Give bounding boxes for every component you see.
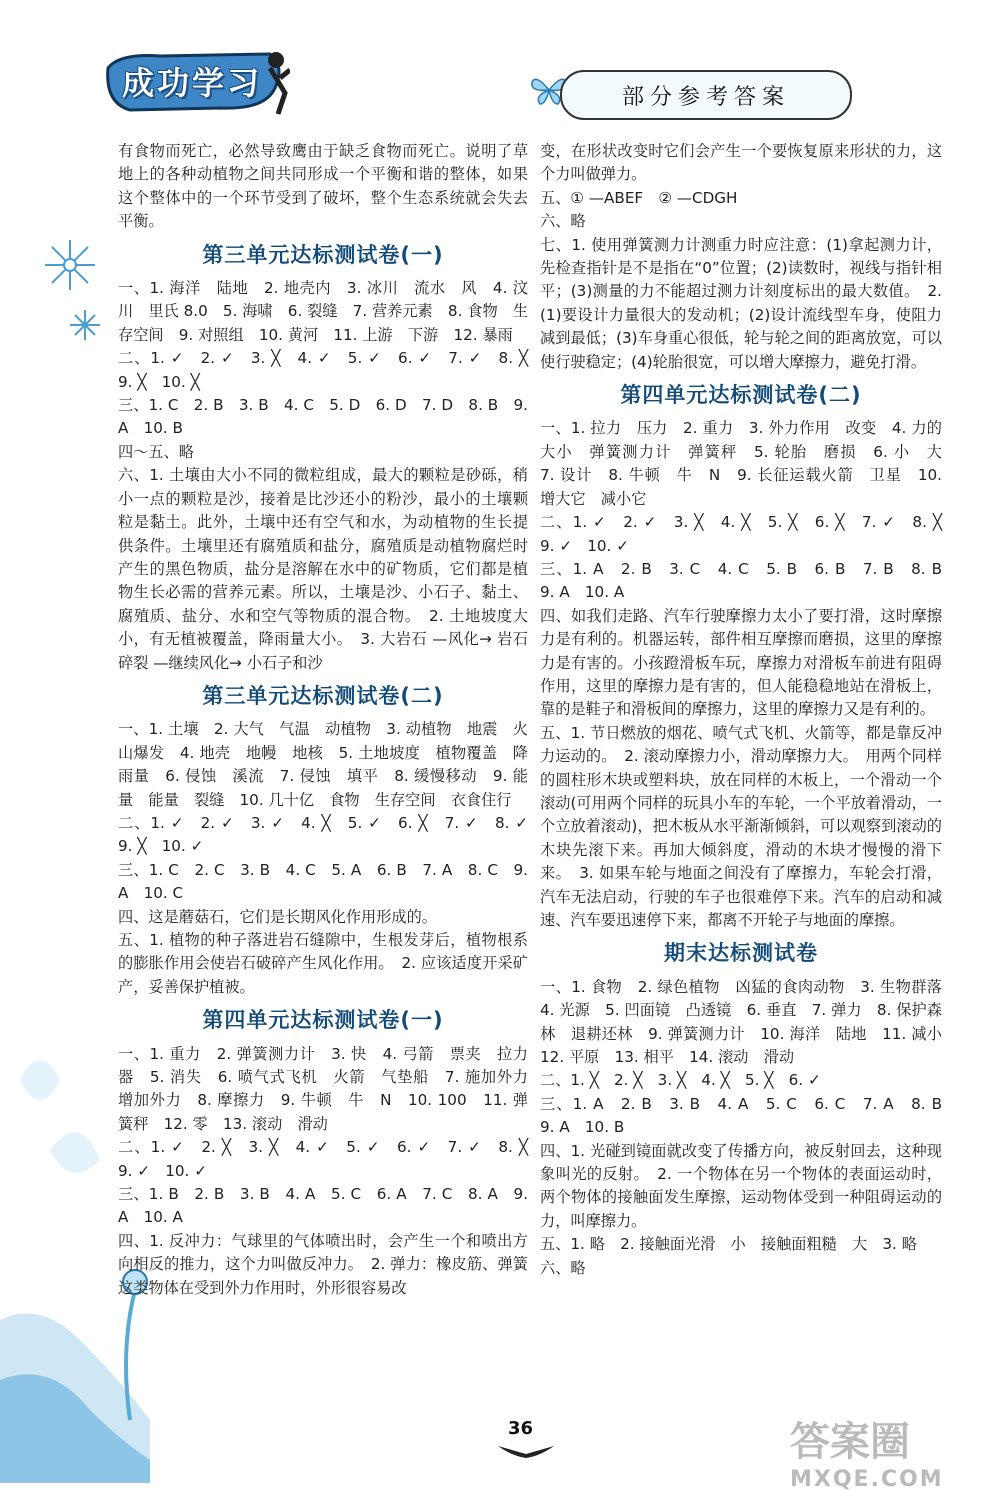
section-heading: 第四单元达标测试卷(一) [202,1008,444,1033]
sparkle-decoration [30,230,110,350]
section-heading: 期末达标测试卷 [664,941,818,966]
answer-paragraph: 五、1. 植物的种子落进岩石缝隙中，生根发芽后，植物根系的膨胀作用会使岩石破碎产生风化作用。 2. 应该适度开采矿产，妥善保护植被。 [118,931,528,996]
logo-text: 成功学习 [122,64,263,102]
answer-paragraph: 一、1. 海洋 陆地 2. 地壳内 3. 冰川 流水 风 4. 汶川 里氏 8.0 5. 海啸 6. 裂缝 7. 营养元素 8. 食物 生存空间 9. 对照组 10. 黄河 11. 上游 下游 12. 暴雨 [118,279,529,344]
answer-paragraph: 五、① —ABEF ② —CDGH [540,188,738,207]
answer-paragraph: 有食物而死亡，必然导致鹰由于缺乏食物而死亡。说明了草地上的各种动植物之间共同形成一个平衡和谐的整体，如果这个整体中的一个环节受到了破坏，整个生态系统就会失去平衡。 [118,142,528,231]
answer-paragraph: 六、略 [540,212,586,231]
answer-paragraph: 一、1. 土壤 2. 大气 气温 动植物 3. 动植物 地震 火山爆发 4. 地壳 地幔 地核 5. 土地坡度 植物覆盖 降雨量 6. 侵蚀 溪流 7. 侵蚀 填平 8. 缓慢移动 9. 能量 能量 裂缝 10. 几十亿 食物 生存空间 衣食住行 [118,720,528,809]
answer-paragraph: 三、1. C 2. C 3. B 4. C 5. A 6. B 7. A 8. C 9. A 10. C [118,860,528,903]
answer-paragraph: 一、1. 食物 2. 绿色植物 凶猛的食肉动物 3. 生物群落 4. 光源 5. 凹面镜 凸透镜 6. 垂直 7. 弹力 8. 保护森林 退耕还林 9. 弹簧测力计 10. 海洋 陆地 11. 减小 12. 平原 13. 相平 14. 滚动 滑动 [540,977,958,1067]
answer-paragraph: 一、1. 拉力 压力 2. 重力 3. 外力作用 改变 4. 力的大小 弹簧测力计 弹簧秤 5. 轮胎 磨损 6. 小 大 7. 设计 8. 牛顿 牛 N 9. 长征运载火箭 卫星 10. 增大它 减小它 [540,419,958,508]
watermark-url: MXQE.COM [790,1467,944,1492]
answer-paragraph: 一、1. 重力 2. 弹簧测力计 3. 快 4. 弓箭 票夹 拉力器 5. 消失 6. 喷气式飞机 火箭 气垫船 7. 施加外力 增加外力 8. 摩擦力 9. 牛顿 牛 N 10. 100 11. 弹簧秤 12. 零 13. 滚动 滑动 [118,1044,544,1133]
answer-paragraph: 四～五、略 [118,442,194,461]
answer-paragraph: 七、1. 使用弹簧测力计测重力时应注意：(1)拿起测力计，先检查指针是不是指在“0”位置；(2)读数时，视线与指针相平；(3)测量的力不能超过测力计刻度标出的最大数值。 2. (1)要设计力量很大的发动机；(2)设计流线型车身，使阻力减到最低；(3)车身重心很低，轮与轮之间的距离放宽，可以使行驶稳定；(4)轮胎很宽，可以增大摩擦力，避免打滑。 [540,235,942,371]
section-heading: 第四单元达标测试卷(二) [620,383,862,408]
answer-title-box [560,70,852,120]
brand-logo [100,48,290,118]
answer-title: 部分参考答案 [621,85,790,110]
answer-paragraph: 二、1. ✓ 2. ╳ 3. ╳ 4. ✓ 5. ✓ 6. ✓ 7. ✓ 8. ╳ 9. ✓ 10. ✓ [118,1138,544,1180]
section-heading: 第三单元达标测试卷(一) [202,242,444,267]
answer-paragraph: 六、1. 土壤由大小不同的微粒组成，最大的颗粒是砂砾，稍小一点的颗粒是沙，接着是比沙还小的粉沙，最小的土壤颗粒是黏土。此外，土壤中还有空气和水，为动植物的生长提供条件。土壤里还有腐殖质和盐分，腐殖质是动植物腐烂时产生的黑色物质，盐分是溶解在水中的矿物质，它们都是植物生长必需的营养元素。所以，土壤是沙、小石子、黏土、腐殖质、盐分、水和空气等物质的混合物。 2. 土地坡度大小，有无植被覆盖，降雨量大小。 3. 大岩石 —风化→ 岩石碎裂 —继续风化→ 小石子和沙 [118,466,528,672]
answer-paragraph: 四、如我们走路、汽车行驶摩擦力太小了要打滑，这时摩擦力是有利的。机器运转，部件相互摩擦而磨损，这里的摩擦力是有害的。小孩蹬滑板车玩，摩擦力对滑板车前进有阻碍作用，这里的摩擦力是有害的，但人能稳稳地站在滑板上，靠的是鞋子和滑板间的摩擦力，这里的摩擦力又是有利的。 [540,606,942,719]
answer-paragraph: 变，在形状改变时它们会产生一个要恢复原来形状的力，这个力叫做弹力。 [540,142,942,184]
left-answer-column [118,140,544,1300]
answer-paragraph: 六、略 [540,1258,586,1277]
answer-paragraph: 三、1. C 2. B 3. B 4. C 5. D 6. D 7. D 8. B 9. A 10. B [118,396,528,438]
page-number: 36 [508,1418,534,1439]
answer-paragraph: 二、1. ✓ 2. ✓ 3. ✓ 4. ╳ 5. ✓ 6. ╳ 7. ✓ 8. ✓ 9. ╳ 10. ✓ [118,813,544,856]
answer-paragraph: 三、1. A 2. B 3. B 4. A 5. C 6. C 7. A 8. B 9. A 10. B [540,1094,958,1137]
answer-paragraph: 二、1. ✓ 2. ✓ 3. ╳ 4. ╳ 5. ╳ 6. ╳ 7. ✓ 8. ╳ 9. ✓ 10. ✓ [540,513,958,555]
answer-paragraph: 三、1. B 2. B 3. B 4. A 5. C 6. A 7. C 8. A 9. A 10. A [118,1185,528,1227]
answer-paragraph: 四、1. 反冲力：气球里的气体喷出时，会产生一个和喷出方向相反的推力，这个力叫做反冲力。 2. 弹力：橡皮筋、弹簧这类物体在受到外力作用时，外形很容易改 [118,1231,528,1297]
answer-paragraph: 三、1. A 2. B 3. C 4. C 5. B 6. B 7. B 8. B 9. A 10. A [540,559,958,602]
watermark-title: 答案圈 [790,1419,910,1465]
answer-paragraph: 二、1. ✓ 2. ✓ 3. ╳ 4. ✓ 5. ✓ 6. ✓ 7. ✓ 8. ╳ 9. ╳ 10. ╳ [118,349,544,391]
answer-paragraph: 四、1. 光碰到镜面就改变了传播方向，被反射回去，这种现象叫光的反射。 2. 一个物体在另一个物体的表面运动时，两个物体的接触面发生摩擦，运动物体受到一种阻碍运动的力，叫摩擦力。 [540,1141,942,1230]
answer-paragraph: 二、1. ╳ 2. ╳ 3. ╳ 4. ╳ 5. ╳ 6. ✓ [540,1071,821,1090]
watermark [790,1410,980,1492]
answer-paragraph: 四、这是蘑菇石，它们是长期风化作用形成的。 [118,907,437,926]
section-heading: 第三单元达标测试卷(二) [202,683,444,708]
answer-paragraph: 五、1. 节日燃放的烟花、喷气式飞机、火箭等，都是靠反冲力运动的。 2. 滚动摩擦力小，滑动摩擦力大。 用两个同样的圆柱形木块或塑料块，放在同样的木板上，一个滑动一个滚动(可用两个同样的玩具小车的车轮，一个平放着滑动，一个立放着滚动)，把木板从水平渐渐倾斜，可以观察到滚动的木块先滚下来。再加大倾斜度，滑动的木块才慢慢的滑下来。 3. 如果车轮与地面之间没有了摩擦力，车轮会打滑，汽车无法启动，行驶的车子也很难停下来。汽车的启动和减速、汽车要迅速停下来，都离不开轮子与地面的摩擦。 [540,723,942,929]
right-answer-column [540,140,958,1280]
answer-paragraph: 五、1. 略 2. 接触面光滑 小 接触面粗糙 大 3. 略 [540,1235,917,1254]
swallow-icon [498,1442,554,1460]
